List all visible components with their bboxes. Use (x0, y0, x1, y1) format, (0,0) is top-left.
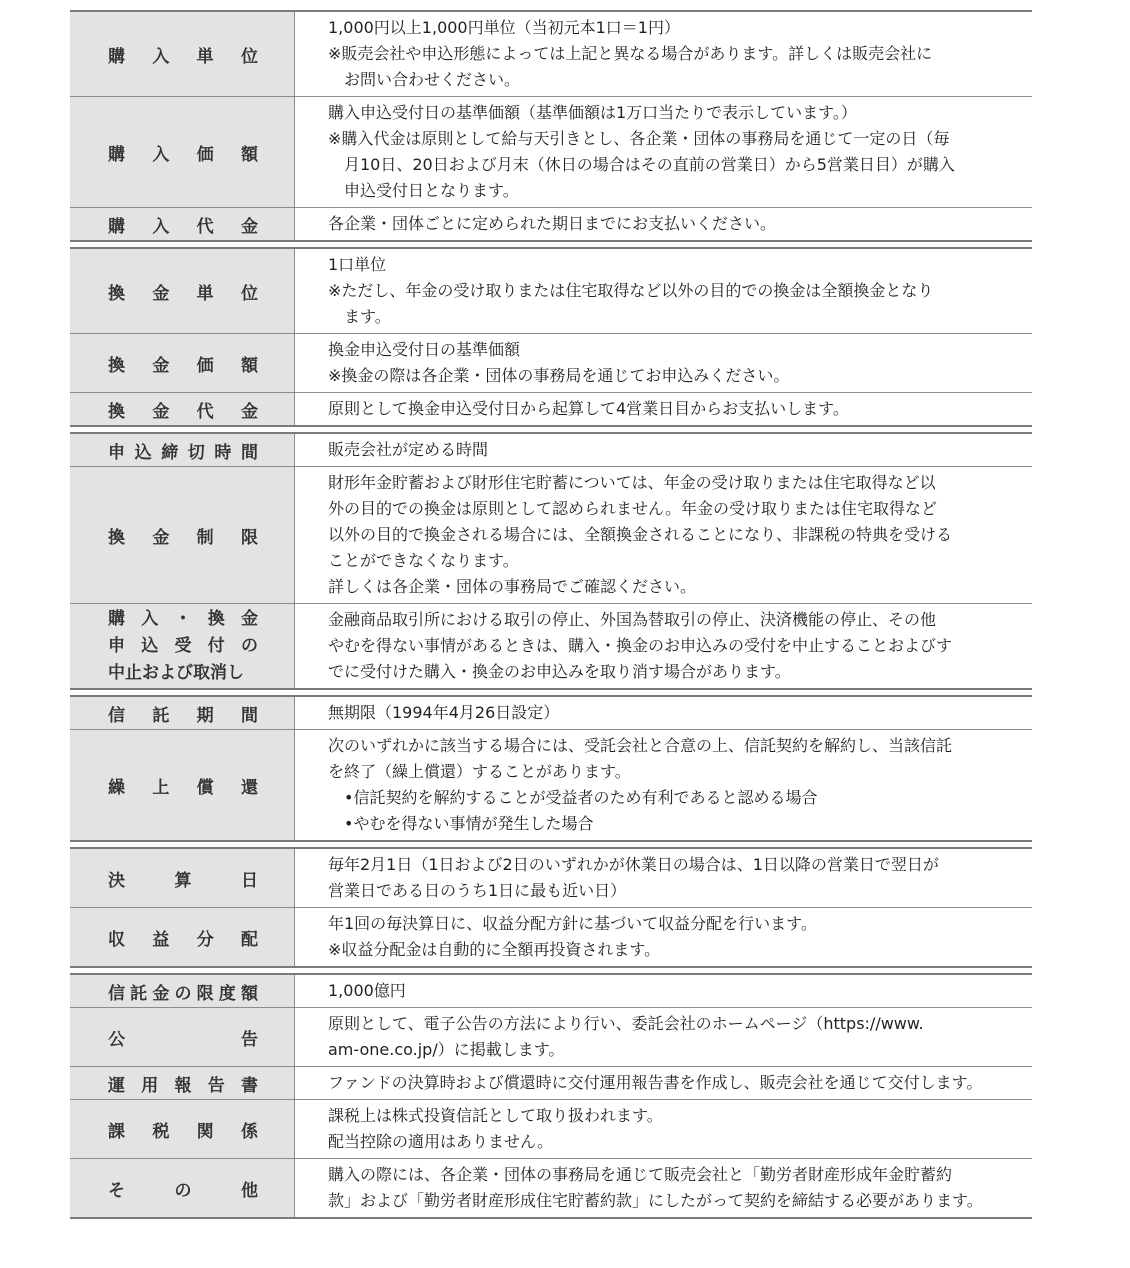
row-label (70, 12, 295, 96)
content-line: ※収益分配金は自動的に全額再投資されます。 (328, 940, 661, 959)
content-line: 1,000円以上1,000円単位（当初元本1口＝1円） (328, 18, 680, 37)
table-row (70, 392, 1032, 425)
table-row (70, 697, 1032, 729)
row-label-text: 購 入 価 額 (108, 144, 258, 165)
row-label (70, 849, 295, 907)
row-label (70, 730, 295, 840)
row-label-text: 購 入 代 金 (108, 216, 258, 237)
content-line: でに受付けた購入・換金のお申込みを取り消す場合があります。 (328, 662, 791, 681)
content-line: 詳しくは各企業・団体の事務局でご確認ください。 (328, 577, 697, 596)
row-label-text: 繰 上 償 還 (108, 777, 258, 798)
table-row (70, 849, 1032, 907)
row-label-text: 換 金 単 位 (108, 283, 258, 304)
content-line: を終了（繰上償還）することがあります。 (328, 762, 631, 781)
content-line: 換金申込受付日の基準価額 (328, 340, 521, 359)
row-label-line: 申 込 受 付 の (108, 635, 258, 656)
row-label-text: 決 算 日 (108, 870, 258, 891)
row-label-text: 信 託 金 の 限 度 額 (108, 983, 258, 1004)
content-line: ※販売会社や申込形態によっては上記と異なる場合があります。詳しくは販売会社に (328, 44, 933, 63)
row-content (295, 730, 1032, 840)
row-label (70, 1008, 295, 1066)
row-label (70, 208, 295, 240)
table-group (70, 10, 1032, 242)
content-line: 無期限（1994年4月26日設定） (328, 703, 560, 722)
table-row (70, 1158, 1032, 1217)
fund-terms-table (70, 10, 1032, 1224)
row-content (295, 908, 1032, 966)
row-label (70, 697, 295, 729)
table-row (70, 434, 1032, 466)
content-line: 購入申込受付日の基準価額（基準価額は1万口当たりで表示しています。） (328, 103, 857, 122)
row-content (295, 697, 1032, 729)
row-label (70, 434, 295, 466)
row-label (70, 97, 295, 207)
content-line: 財形年金貯蓄および財形住宅貯蓄については、年金の受け取りまたは住宅取得など以 (328, 473, 936, 492)
content-line: 以外の目的で換金される場合には、全額換金されることになり、非課税の特典を受ける (328, 525, 953, 544)
row-content (295, 434, 1032, 466)
row-label-text: 換 金 制 限 (108, 527, 258, 548)
table-row (70, 333, 1032, 392)
content-line: 購入の際には、各企業・団体の事務局を通じて販売会社と「勤労者財産形成年金貯蓄約 (328, 1165, 953, 1184)
row-label (70, 908, 295, 966)
row-label-line: 購 入 ・ 換 金 (108, 608, 258, 629)
content-line: 1口単位 (328, 255, 387, 274)
row-label-text: 購 入 単 位 (108, 46, 258, 67)
row-content (295, 393, 1032, 425)
content-line: 申込受付日となります。 (328, 181, 519, 200)
row-label (70, 249, 295, 333)
row-label (70, 393, 295, 425)
row-label-text: 換 金 代 金 (108, 401, 258, 422)
content-line: 年1回の毎決算日に、収益分配方針に基づいて収益分配を行います。 (328, 914, 817, 933)
content-line: 1,000億円 (328, 981, 406, 1000)
table-row (70, 729, 1032, 840)
content-line: 販売会社が定める時間 (328, 440, 489, 459)
content-line: 原則として換金申込受付日から起算して4営業日目からお支払いします。 (328, 399, 849, 418)
row-content (295, 97, 1032, 207)
table-row (70, 1066, 1032, 1099)
row-label-text: 公 告 (108, 1029, 258, 1050)
row-label (70, 1159, 295, 1217)
content-line: ※換金の際は各企業・団体の事務局を通じてお申込みください。 (328, 366, 790, 385)
row-content (295, 1159, 1032, 1217)
content-line: 課税上は株式投資信託として取り扱われます。 (328, 1106, 663, 1125)
table-row (70, 1007, 1032, 1066)
row-content (295, 467, 1032, 603)
row-label (70, 1100, 295, 1158)
content-line: 原則として、電子公告の方法により行い、委託会社のホームページ（https://www. (328, 1014, 924, 1033)
content-line: ※ただし、年金の受け取りまたは住宅取得など以外の目的での換金は全額換金となり (328, 281, 934, 300)
content-line: 各企業・団体ごとに定められた期日までにお支払いください。 (328, 214, 777, 233)
table-row (70, 96, 1032, 207)
row-label-text: そ の 他 (108, 1180, 258, 1201)
row-content (295, 849, 1032, 907)
table-group (70, 695, 1032, 842)
row-label (70, 334, 295, 392)
content-line: お問い合わせください。 (328, 70, 521, 89)
row-label (70, 604, 295, 688)
content-line: ※購入代金は原則として給与天引きとし、各企業・団体の事務局を通じて一定の日（毎 (328, 129, 950, 148)
row-label (70, 467, 295, 603)
table-row (70, 1099, 1032, 1158)
content-line: •信託契約を解約することが受益者のため有利であると認める場合 (328, 788, 818, 807)
table-group (70, 973, 1032, 1219)
row-content (295, 334, 1032, 392)
row-content (295, 1100, 1032, 1158)
row-content (295, 208, 1032, 240)
table-group (70, 432, 1032, 690)
content-line: 外の目的での換金は原則として認められません。年金の受け取りまたは住宅取得など (328, 499, 937, 518)
row-label (70, 975, 295, 1007)
content-line: 配当控除の適用はありません。 (328, 1132, 553, 1151)
row-content (295, 1008, 1032, 1066)
row-content (295, 975, 1032, 1007)
row-label-text: 信 託 期 間 (108, 705, 258, 726)
table-group (70, 247, 1032, 427)
row-content (295, 249, 1032, 333)
row-label-text: 申 込 締 切 時 間 (108, 442, 258, 463)
content-line: 営業日である日のうち1日に最も近い日） (328, 881, 627, 900)
table-row (70, 12, 1032, 96)
row-label (70, 1067, 295, 1099)
content-line: 毎年2月1日（1日および2日のいずれかが休業日の場合は、1日以降の営業日で翌日が (328, 855, 939, 874)
row-content (295, 12, 1032, 96)
row-content (295, 604, 1032, 688)
content-line: •やむを得ない事情が発生した場合 (328, 814, 594, 833)
row-label-line: 中止および取消し (108, 662, 244, 683)
table-row (70, 466, 1032, 603)
content-line: ことができなくなります。 (328, 551, 519, 570)
row-content (295, 1067, 1032, 1099)
row-label-text: 収 益 分 配 (108, 929, 258, 950)
table-row (70, 975, 1032, 1007)
table-group (70, 847, 1032, 968)
content-line: やむを得ない事情があるときは、購入・換金のお申込みの受付を中止することおよびす (328, 636, 953, 655)
table-row (70, 207, 1032, 240)
table-row (70, 907, 1032, 966)
content-line: am-one.co.jp/）に掲載します。 (328, 1040, 565, 1059)
content-line: ます。 (328, 307, 391, 326)
row-label-text: 換 金 価 額 (108, 355, 258, 376)
content-line: 月10日、20日および月末（休日の場合はその直前の営業日）から5営業日目）が購入 (328, 155, 955, 174)
content-line: ファンドの決算時および償還時に交付運用報告書を作成し、販売会社を通じて交付します。 (328, 1073, 983, 1092)
content-line: 次のいずれかに該当する場合には、受託会社と合意の上、信託契約を解約し、当該信託 (328, 736, 953, 755)
content-line: 款」および「勤労者財産形成住宅貯蓄約款」にしたがって契約を締結する必要があります。 (328, 1191, 983, 1210)
table-row (70, 603, 1032, 688)
row-label-text: 運 用 報 告 書 (108, 1075, 258, 1096)
content-line: 金融商品取引所における取引の停止、外国為替取引の停止、決済機能の停止、その他 (328, 610, 937, 629)
table-row (70, 249, 1032, 333)
row-label-text: 課 税 関 係 (108, 1121, 258, 1142)
